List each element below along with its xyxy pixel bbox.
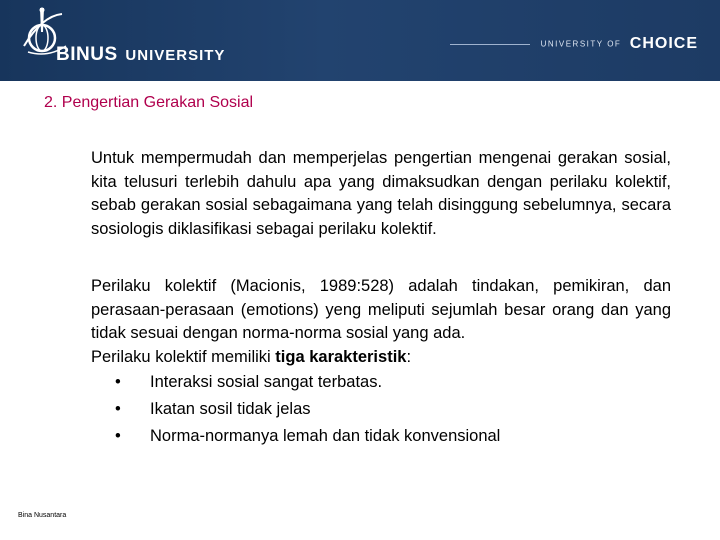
list-item — [91, 396, 671, 423]
tagline — [450, 35, 698, 53]
characteristics-lead — [91, 346, 671, 370]
lead-prefix: Perilaku kolektif memiliki — [91, 347, 276, 366]
bullet-icon: • — [115, 373, 121, 391]
list-item — [91, 423, 671, 450]
bullet-icon: • — [115, 400, 121, 418]
bullet-icon: • — [115, 427, 121, 445]
slide-title: 2. Pengertian Gerakan Sosial — [44, 94, 254, 111]
list-item-text: Interaksi sosial sangat terbatas. — [150, 373, 383, 391]
tagline-line — [450, 44, 530, 45]
list-item-text: Norma-normanya lemah dan tidak konvensional — [150, 427, 501, 445]
list-item — [91, 369, 671, 396]
tagline-small: UNIVERSITY OF — [540, 39, 622, 49]
tagline-big: CHOICE — [629, 35, 698, 52]
footer-text: Bina Nusantara — [18, 512, 67, 519]
slide-content — [91, 147, 671, 450]
slide-header — [0, 0, 720, 81]
lead-suffix: : — [406, 347, 412, 366]
lead-bold: tiga karakteristik — [275, 347, 407, 366]
characteristics-list — [91, 369, 671, 450]
logo-wordmark — [56, 44, 225, 66]
binus-logo — [18, 6, 238, 76]
list-item-text: Ikatan sosil tidak jelas — [150, 400, 311, 418]
logo-name: BINUS — [56, 44, 118, 65]
paragraph-1: Untuk mempermudah dan memperjelas pengertian mengenai gerakan sosial, kita telusuri terlebih dahulu apa yang dimaksudkan dengan perilaku kolektif, sebab gerakan sosial sebagaimana yang telah disinggung sebelumnya, secara sosiologis diklasifikasi sebagai perilaku kolektif. — [91, 149, 671, 238]
logo-suffix: UNIVERSITY — [125, 47, 226, 64]
paragraph-2: Perilaku kolektif (Macionis, 1989:528) adalah tindakan, pemikiran, dan perasaan-perasaan (emotions) yeng meliputi sejumlah besar orang dan yang tidak sesuai dengan norma-norma sosial yang ada. — [91, 277, 671, 342]
